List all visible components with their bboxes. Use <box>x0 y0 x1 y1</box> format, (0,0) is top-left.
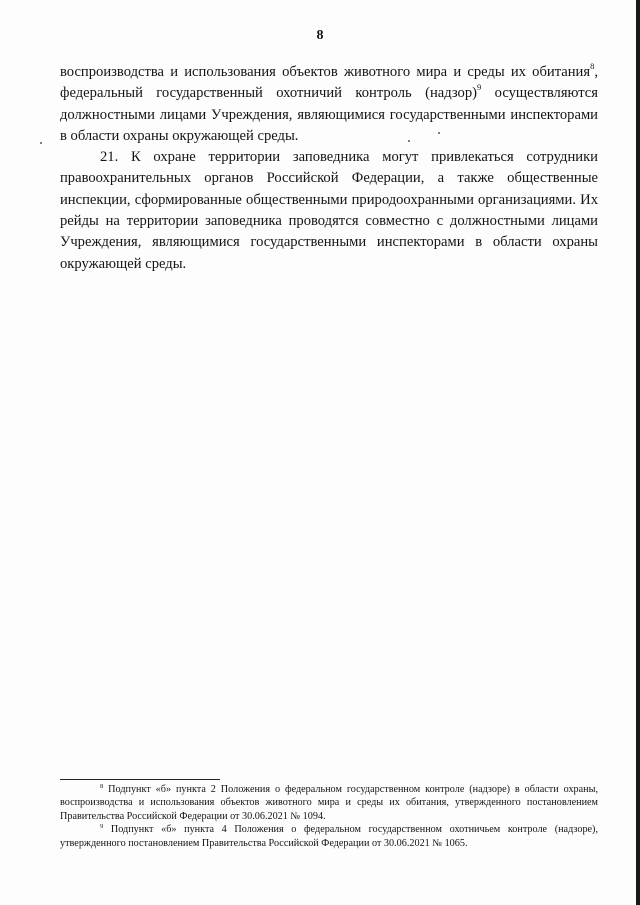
paragraph-text-part: воспроизводства и использования объектов животного мира и среды их обитания <box>60 64 591 80</box>
paragraph-continued <box>60 62 598 147</box>
footnote-ref-9[interactable]: 9 <box>477 82 482 93</box>
footnote-8 <box>60 783 598 823</box>
scan-speck <box>40 142 42 144</box>
scan-speck <box>438 132 440 134</box>
footnotes <box>60 783 598 850</box>
footnote-ref-8[interactable]: 8 <box>590 61 595 71</box>
footnote-mark: 8 <box>100 783 104 790</box>
footnote-text: Подпункт «б» пункта 4 Положения о федеральном государственном охотничьем контроле (надзоре), утвержденного постановлением Правительства Российской Федерации от 30.06.2021 № 1065. <box>60 824 598 849</box>
scan-speck <box>408 140 410 142</box>
footnote-text: Подпункт «б» пункта 2 Положения о федеральном государственном контроле (надзоре) в области охраны, воспроизводства и использования объектов животного мира и среды их обитания, утвержденного постановлением Правительства Российской Федерации от 30.06.2021 № 1094. <box>60 784 598 822</box>
paragraph-21: 21. К охране территории заповедника могут привлекаться сотрудники правоохранительных органов Российской Федерации, а также общественные инспекции, сформированные общественными природоохранными организациями. Их рейды на территории заповедника проводятся совместно с должностными лицами Учреждения, являющимися государственными инспекторами в области охраны окружающей среды. <box>60 149 598 272</box>
paragraph-text-part: , федеральный государственный охотничий контроль (надзор) <box>60 64 598 102</box>
page-number: 8 <box>316 28 324 43</box>
paragraph-text-part: осуществляются должностными лицами Учреждения, являющимися государственными инспекторами в области охраны окружающей среды. <box>60 85 598 144</box>
footnote-9 <box>60 823 598 850</box>
body-text <box>60 62 598 275</box>
footnote-mark: 9 <box>100 823 104 831</box>
footnote-separator <box>60 779 220 780</box>
